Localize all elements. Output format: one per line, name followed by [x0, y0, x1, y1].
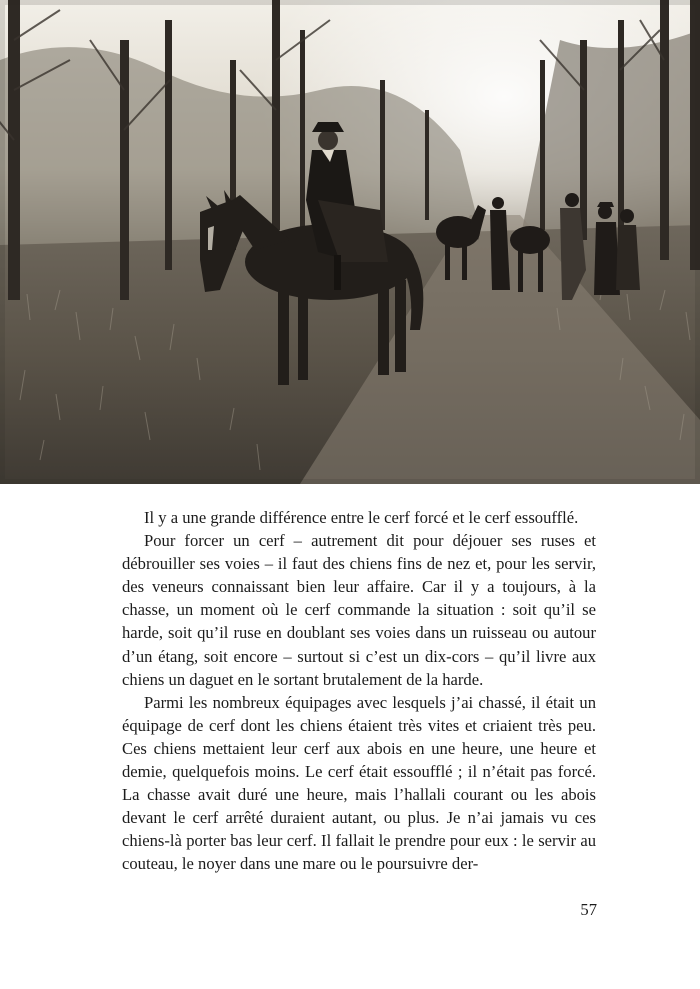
paragraph: Il y a une grande différence entre le cerf forcé et le cerf essoufflé. — [144, 508, 579, 527]
paragraph: Parmi les nombreux équipages avec lesquels j’ai chassé, il était un équipage de cerf dont les chiens étaient très vites et criaient très peu. Ces chiens mettaient leur cerf aux abois en une heure, une heure et demie, quelquefois moins. Le cerf était essoufflé ; il n’était pas forcé. La chasse avait duré une heure, mais l’hallali courant ou les abois devant le cerf arrêté duraient autant, ou plus. Je n’ai jamais vu ces chiens-là porter bas leur cerf. Il fallait le prendre pour eux : le servir au couteau, le noyer dans une mare ou le poursuivre der- — [122, 692, 596, 874]
paragraph: Pour forcer un cerf – autrement dit pour déjouer ses ruses et débrouiller ses voies – il faut des chiens fins de nez et, pour les servir, des veneurs connaissant bien leur affaire. Car il y a toujours, à la chasse, un moment où le cerf commande la situation : soit qu’il se harde, soit qu’il ruse en doublant ses voies dans un ruisseau ou autour d’un étang, soit encore – surtout si c’est un dix-cors – qu’il livre aux chiens un daguet en le sortant brutalement de la harde. — [122, 531, 596, 689]
body-text — [122, 506, 596, 876]
page-number: 57 — [580, 900, 597, 919]
hunt-photograph — [0, 0, 700, 484]
